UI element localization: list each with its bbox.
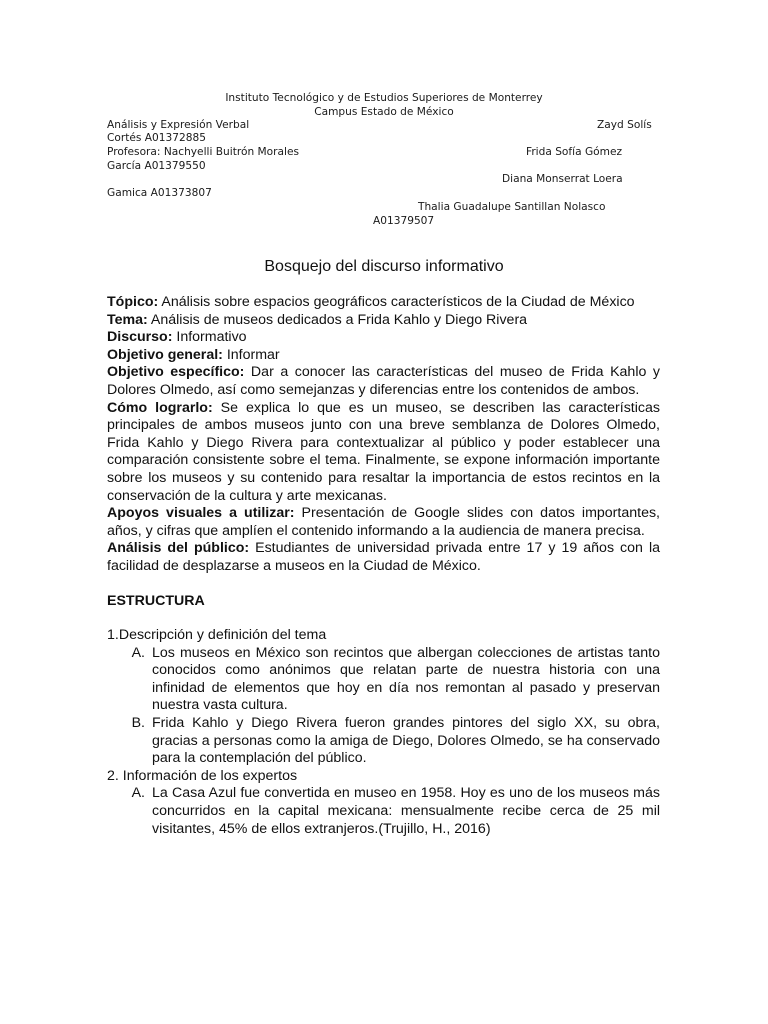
structure-heading: ESTRUCTURA — [107, 592, 205, 609]
field-paragraph — [107, 540, 660, 575]
field-value: Presentación de Google slides con datos importantes, años, y cifras que amplíen el contenido informando a la audiencia de manera precisa. — [107, 505, 660, 539]
list-item-text: La Casa Azul fue convertida en museo en 1958. Hoy es uno de los museos más concurridos en la capital mexicana: mensualmente recibe cerca de 25 mil visitantes, 45% de ellos extranjeros.(Trujillo, H., 2016) — [152, 785, 660, 837]
campus-name: Campus Estado de México — [314, 106, 454, 118]
list-item-letter: A. — [131, 785, 145, 802]
section-heading: 2. Información de los expertos — [107, 767, 298, 784]
field-label: Tema: — [107, 311, 148, 328]
field-label: Discurso: — [107, 329, 173, 346]
document-title: Bosquejo del discurso informativo — [264, 258, 504, 275]
field-paragraph — [107, 347, 660, 365]
field-paragraph — [107, 505, 660, 540]
list-item-text: Frida Kahlo y Diego Rivera fueron grandes pintores del siglo XX, su obra, gracias a personas como la amiga de Diego, Dolores Olmedo, se ha conservado para la contemplación del público. — [152, 715, 660, 767]
author-id: Gamica A01373807 — [107, 187, 212, 199]
field-paragraph — [107, 294, 660, 312]
author-name: Diana Monserrat Loera — [502, 173, 623, 185]
field-label: Tópico: — [107, 294, 159, 310]
section-heading: 1.Descripción y definición del tema — [107, 627, 327, 644]
field-paragraph — [107, 329, 660, 347]
author-name: Zayd Solís — [597, 119, 652, 131]
field-value: Dar a conocer las características del museo de Frida Kahlo y Dolores Olmedo, así como semejanzas y diferencias entre los contenidos de ambos. — [107, 364, 660, 398]
list-item — [107, 785, 660, 838]
field-label: Cómo lograrlo: — [107, 399, 213, 416]
author-id: Cortés A01372885 — [107, 132, 206, 144]
field-paragraph — [107, 364, 660, 399]
institution-name: Instituto Tecnológico y de Estudios Superiores de Monterrey — [225, 92, 543, 104]
list-item — [107, 645, 660, 715]
professor-name: Profesora: Nachyelli Buitrón Morales — [107, 146, 299, 158]
field-label: Objetivo general: — [107, 346, 223, 363]
field-label: Objetivo específico: — [107, 364, 245, 381]
list-item — [107, 715, 660, 768]
field-value: Informativo — [172, 329, 247, 346]
course-name: Análisis y Expresión Verbal — [107, 119, 250, 131]
list-item-text: Los museos en México son recintos que albergan colecciones de artistas tanto conocidos como anónimos que relatan parte de nuestra historia con una infinidad de elementos que hoy en día nos remontan al pasado y preservan nuestra vasta cultura. — [152, 644, 660, 714]
list-item-letter: B. — [131, 715, 145, 732]
field-value: Análisis sobre espacios geográficos característicos de la Ciudad de México — [158, 294, 635, 310]
field-value: Estudiantes de universidad privada entre 17 y 19 años con la facilidad de desplazarse a museos en la Ciudad de México. — [107, 540, 660, 574]
field-paragraph — [107, 312, 660, 330]
document-body — [107, 294, 660, 838]
author-id: A01379507 — [373, 215, 435, 227]
author-id: García A01379550 — [107, 160, 206, 172]
list-item-letter: A. — [131, 644, 145, 661]
author-name: Thalia Guadalupe Santillan Nolasco — [418, 201, 606, 213]
field-value: Análisis de museos dedicados a Frida Kahlo y Diego Rivera — [147, 311, 528, 328]
field-value: Informar — [222, 346, 280, 363]
field-label: Análisis del público: — [107, 540, 250, 557]
field-paragraph — [107, 400, 660, 506]
author-name: Frida Sofía Gómez — [526, 146, 623, 158]
field-label: Apoyos visuales a utilizar: — [107, 505, 295, 522]
field-value: Se explica lo que es un museo, se describen las características principales de ambos museos junto con una breve semblanza de Dolores Olmedo, Frida Kahlo y Diego Rivera para contextualizar al público y poder establecer una comparación consistente sobre el tema. Finalmente, se expone información importante sobre los museos y su contenido para resaltar la importancia de estos recintos en la conservación de la cultura y arte mexicanas. — [107, 399, 660, 504]
